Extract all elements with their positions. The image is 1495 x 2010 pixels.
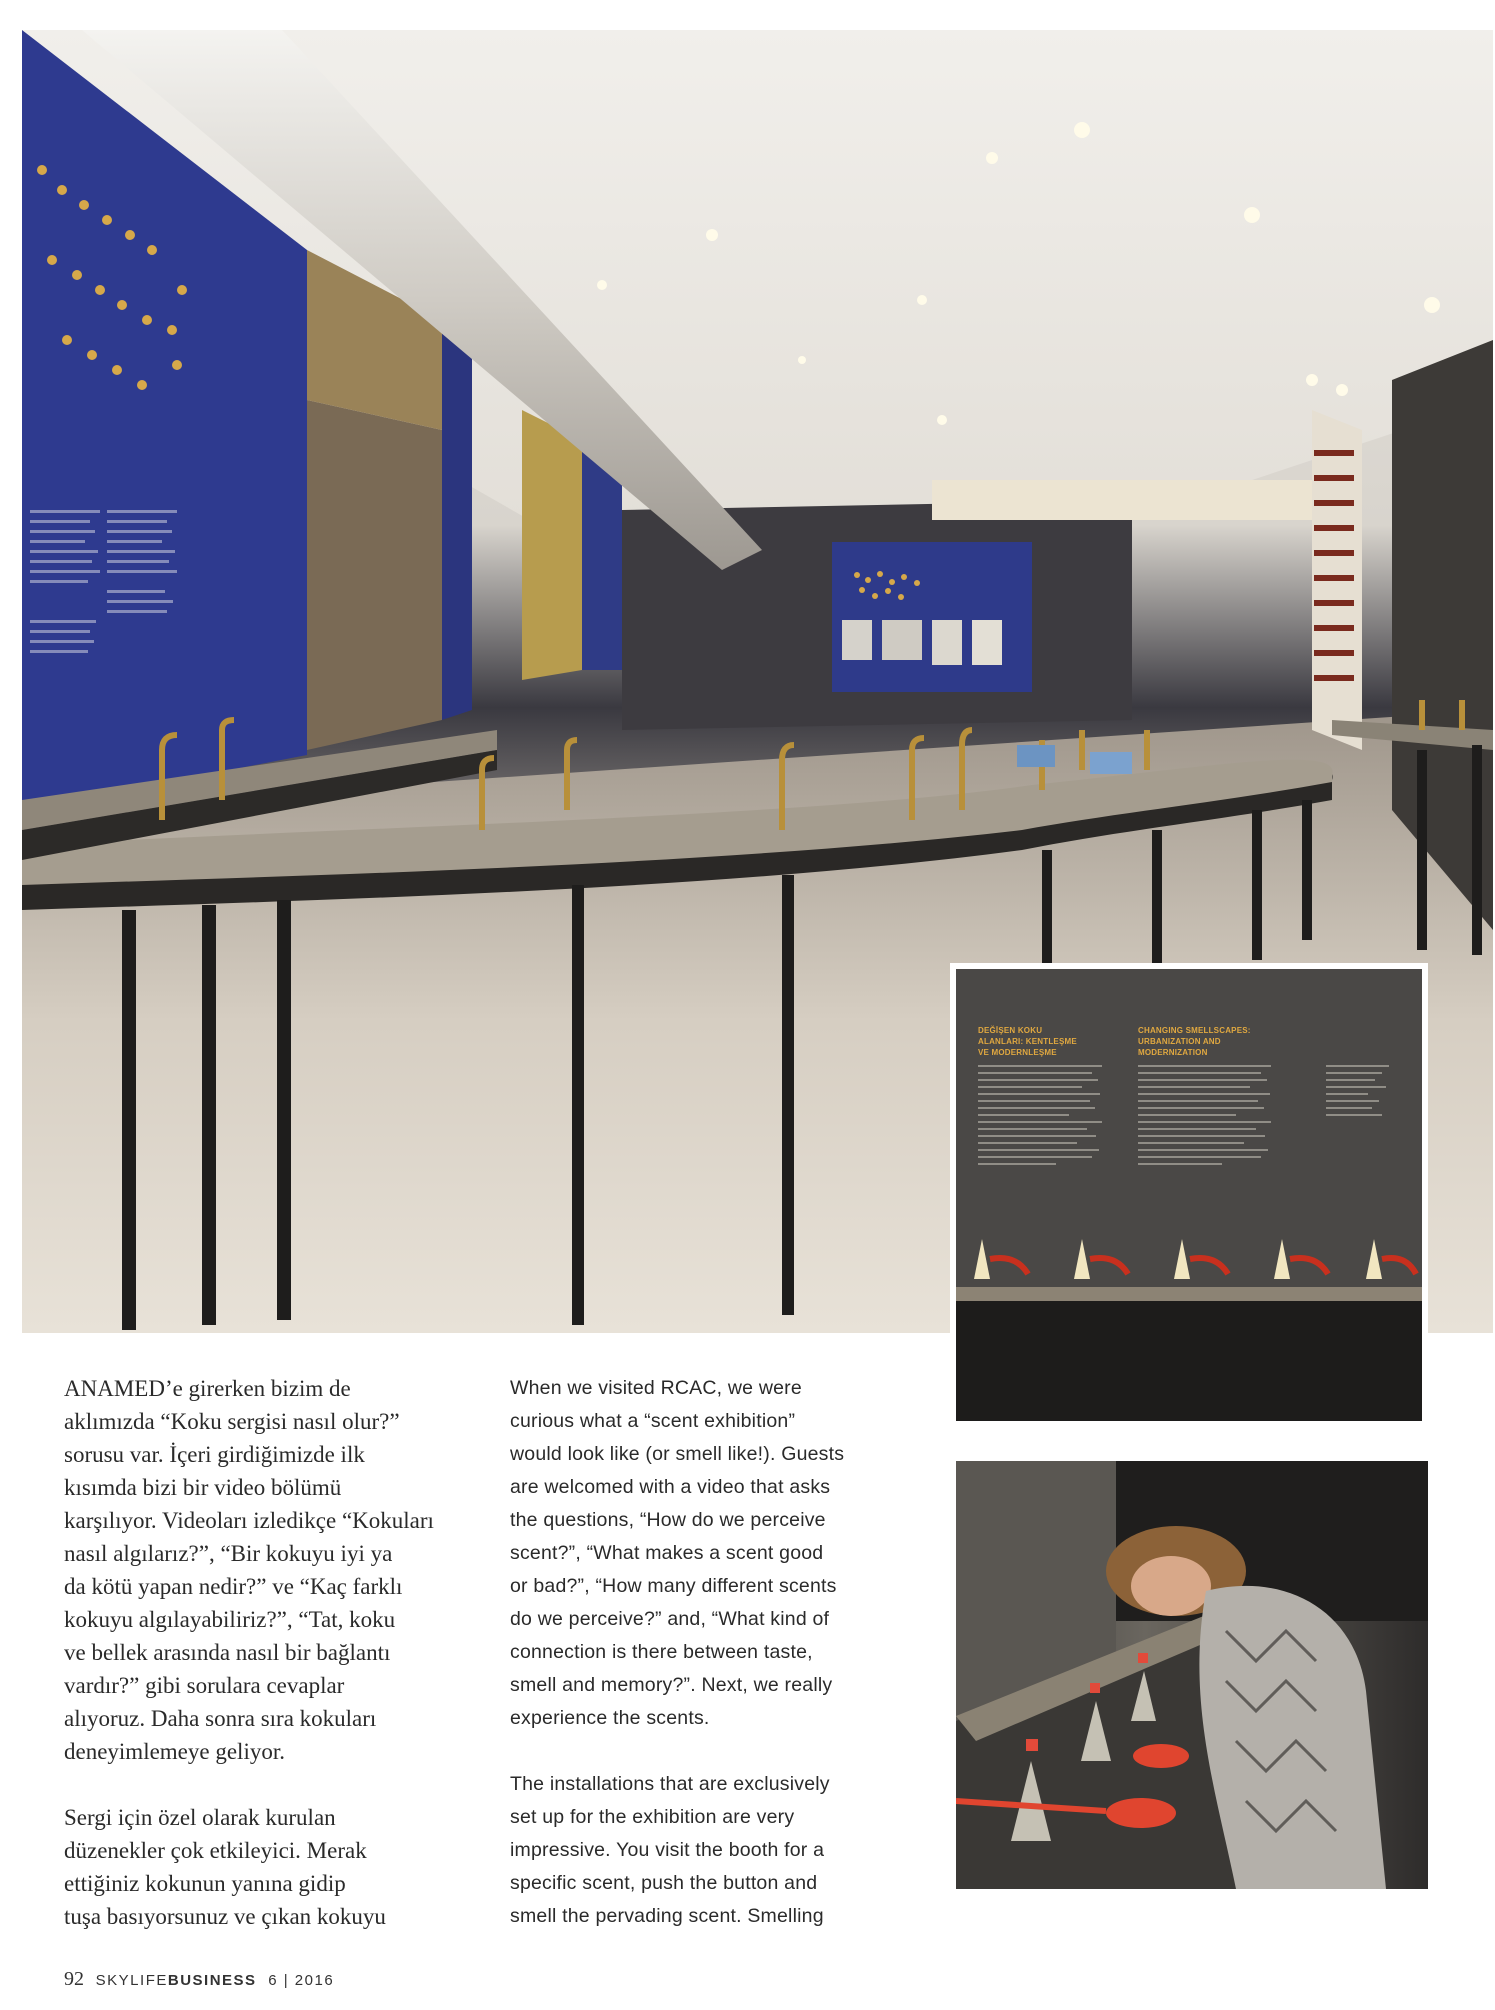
inset-panel-photo: [950, 963, 1428, 1427]
english-paragraph-2: The installations that are exclusively set up for the exhibition are very impressive. You visit the booth for a specific scent, push the button and smell the pervading scent. Smelling: [510, 1773, 830, 1927]
text-panel-wall: [956, 969, 1422, 1421]
article-column-english: [510, 1372, 920, 1966]
page-number: 92: [64, 1968, 84, 1990]
issue-date: 6 | 2016: [268, 1972, 335, 1989]
turkish-paragraph-1: ANAMED’e girerken bizim de aklımızda “Koku sergisi nasıl olur?” sorusu var. İçeri girdiğimizde ilk kısımda bizi bir video bölümü karşılıyor. Videoları izledikçe “Kokuları nasıl algılarız?”, “Bir kokuyu iyi ya da kötü yapan nedir?” ve “Kaç farklı kokuyu algılayabiliriz?”, “Tat, koku ve bellek arasında nasıl bir bağlantı vardır?” gibi sorulara cevaplar alıyoruz. Daha sonra sıra kokuları deneyimlemeye geliyor.: [64, 1376, 434, 1764]
magazine-name: SKYLIFE: [95, 1972, 168, 1989]
english-paragraph-1: When we visited RCAC, we were curious what a “scent exhibition” would look like (or smell like!). Guests are welcomed with a video that asks the questions, “How do we perceive scent?”, “What makes a scent good or bad?”, “How many different scents do we perceive?” and, “What kind of connection is there between taste, smell and memory?”. Next, we really experience the scents.: [510, 1377, 845, 1729]
page-footer: [64, 1968, 334, 1991]
panel-heading-turkish: DEĞİŞEN KOKU ALANLARI: KENTLEŞME VE MODERNLEŞME: [978, 1026, 1077, 1057]
panel-heading-english: CHANGING SMELLSCAPES: URBANIZATION AND MODERNIZATION: [1138, 1026, 1251, 1057]
magazine-section: BUSINESS: [167, 1972, 257, 1989]
article-column-turkish: [64, 1372, 484, 1966]
flask-station-row-icon: [956, 969, 1422, 1421]
visitor-smelling-photo-icon: [956, 1461, 1428, 1889]
turkish-paragraph-2: Sergi için özel olarak kurulan düzenekler çok etkileyici. Merak ettiğiniz kokunun yanına gidip tuşa basıyorsunuz ve çıkan kokuyu: [64, 1805, 386, 1929]
inset-visitor-photo: [956, 1461, 1428, 1889]
